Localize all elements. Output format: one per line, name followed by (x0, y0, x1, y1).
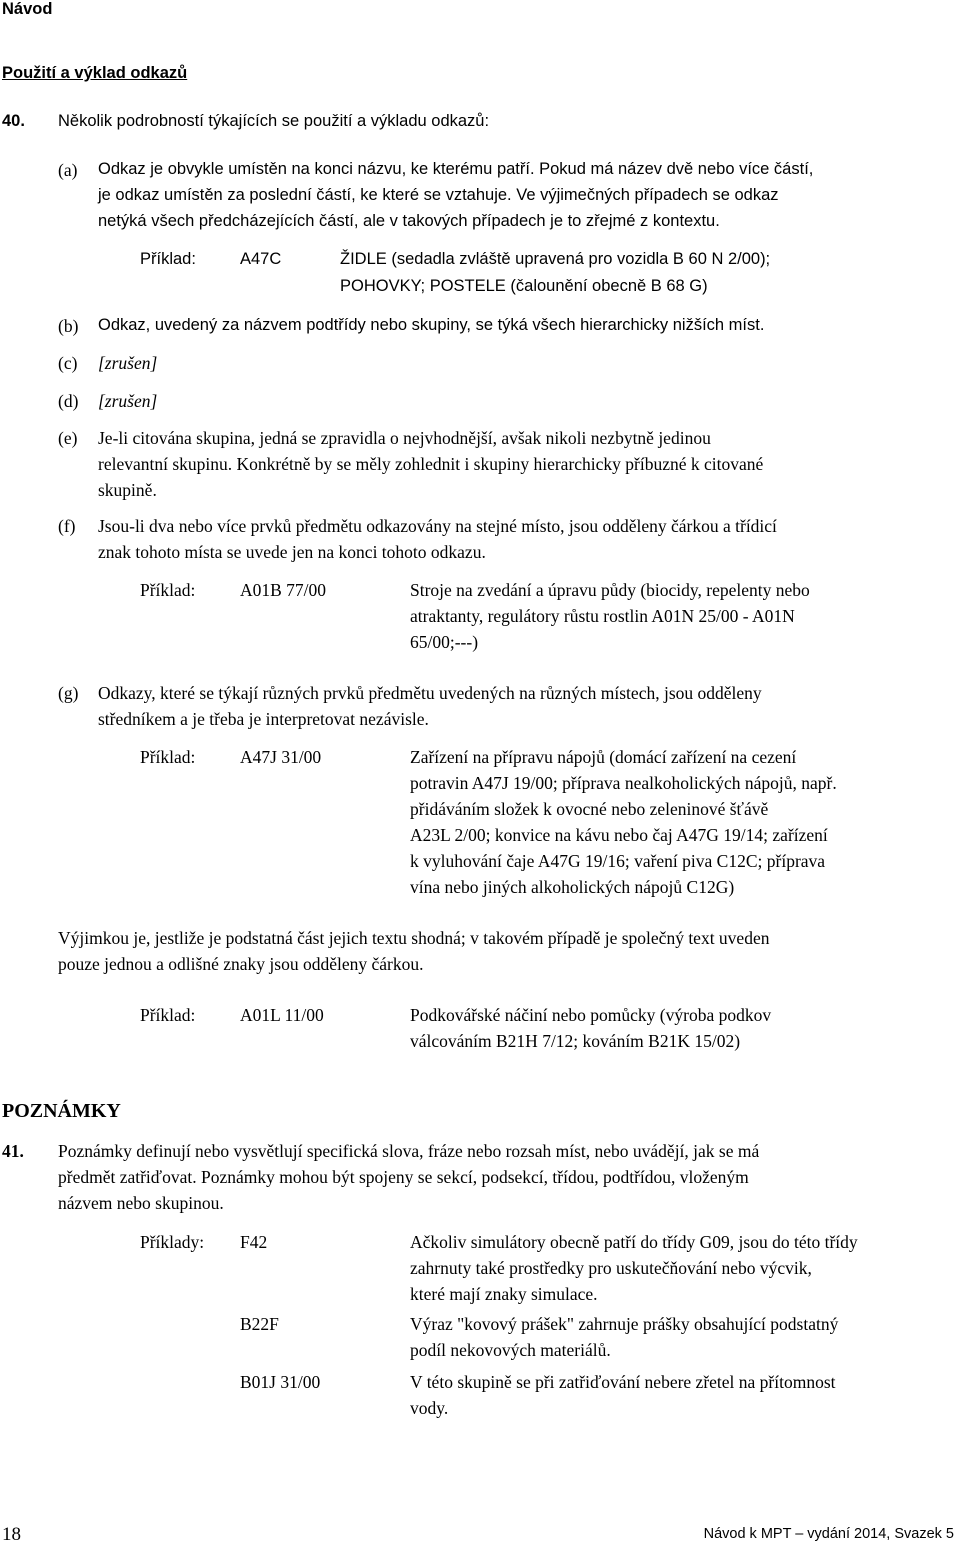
item-a-line: netýká všech předcházejících částí, ale v takových případech je to zřejmé z kontextu. (98, 212, 720, 230)
item-b-text: Odkaz, uvedený za názvem podtřídy nebo skupiny, se týká všech hierarchicky nižších míst. (98, 316, 765, 334)
paragraph-number: 40. (2, 112, 25, 130)
example-text: Ačkoliv simulátory obecně patří do třídy G09, jsou do této třídy (410, 1232, 858, 1252)
example-code: A01B 77/00 (240, 580, 327, 600)
example-label: Příklad: (140, 1005, 196, 1025)
item-label: (c) (58, 353, 78, 373)
notes-heading: POZNÁMKY (2, 1100, 121, 1122)
item-label: (a) (58, 160, 78, 180)
example-text: zahrnuty také prostředky pro uskutečňování nebo výcvik, (410, 1258, 812, 1278)
item-label: (f) (58, 516, 76, 536)
example-text: V této skupině se při zatřiďování nebere zřetel na přítomnost (410, 1372, 836, 1392)
item-label: (d) (58, 391, 79, 411)
item-label: (g) (58, 683, 79, 703)
item-e-line: relevantní skupinu. Konkrétně by se měly zohlednit i skupiny hierarchicky příbuzné k citované (98, 454, 764, 474)
item-e-line: skupině. (98, 480, 157, 500)
example-code: A01L 11/00 (240, 1005, 324, 1025)
item-label: (e) (58, 428, 78, 448)
item-g-line: středníkem a je třeba je interpretovat nezávisle. (98, 709, 429, 729)
example-text: podíl nekovových materiálů. (410, 1340, 611, 1360)
exception-line: pouze jednou a odlišné znaky jsou odděleny čárkou. (58, 954, 424, 974)
example-text: 65/00;---) (410, 632, 479, 652)
example-text: vína nebo jiných alkoholických nápojů C12G) (410, 877, 735, 897)
example-text: potravin A47J 19/00; příprava nealkoholických nápojů, např. (410, 773, 837, 793)
example-code: A47J 31/00 (240, 747, 322, 767)
example-text: válcováním B21H 7/12; kováním B21K 15/02) (410, 1031, 741, 1051)
example-label: Příklad: (140, 747, 196, 767)
example-text: Podkovářské náčiní nebo pomůcky (výroba podkov (410, 1005, 772, 1025)
example-text: atraktanty, regulátory růstu rostlin A01N 25/00 - A01N (410, 606, 795, 626)
item-label: (b) (58, 316, 79, 336)
example-text: POHOVKY; POSTELE (čalounění obecně B 68 G) (340, 277, 708, 295)
item-f-line: znak tohoto místa se uvede jen na konci tohoto odkazu. (98, 542, 486, 562)
example-text: přidáváním složek k ovocné nebo zeleninové šťávě (410, 799, 769, 819)
item-a-line: je odkaz umístěn za poslední částí, ke které se vztahuje. Ve výjimečných případech se odkaz (98, 186, 779, 204)
example-text: vody. (410, 1398, 449, 1418)
examples-label: Příklady: (140, 1232, 205, 1252)
example-text: A23L 2/00; konvice na kávu nebo čaj A47G 19/14; zařízení (410, 825, 828, 845)
example-text: které mají znaky simulace. (410, 1284, 598, 1304)
example-code: F42 (240, 1232, 268, 1252)
paragraph-title: Několik podrobností týkajících se použití a výkladu odkazů: (58, 112, 490, 130)
item-e-line: Je-li citována skupina, jedná se zpravidla o nejvhodnější, avšak nikoli nezbytně jedinou (98, 428, 711, 448)
item-c-text: [zrušen] (98, 353, 158, 373)
notes-line: názvem nebo skupinou. (58, 1193, 224, 1213)
footer-edition: Návod k MPT – vydání 2014, Svazek 5 (703, 1526, 954, 1542)
paragraph-number: 41. (2, 1141, 24, 1161)
item-g-line: Odkazy, které se týkají různých prvků předmětu uvedených na různých místech, jsou odděleny (98, 683, 762, 703)
example-text: Výraz "kovový prášek" zahrnuje prášky obsahující podstatný (410, 1314, 839, 1334)
example-code: A47C (240, 250, 282, 268)
example-text: Stroje na zvedání a úpravu půdy (biocidy, repelenty nebo (410, 580, 810, 600)
example-code: B22F (240, 1314, 279, 1334)
item-d-text: [zrušen] (98, 391, 158, 411)
example-label: Příklad: (140, 250, 196, 268)
example-text: k vyluhování čaje A47G 19/16; vaření piva C12C; příprava (410, 851, 826, 871)
section-heading: Použití a výklad odkazů (2, 64, 188, 82)
example-code: B01J 31/00 (240, 1372, 321, 1392)
document-title: Návod (2, 0, 53, 18)
item-a-line: Odkaz je obvykle umístěn na konci názvu, ke kterému patří. Pokud má název dvě nebo více částí, (98, 160, 814, 178)
example-text: ŽIDLE (sedadla zvláště upravená pro vozidla B 60 N 2/00); (340, 250, 771, 268)
exception-line: Výjimkou je, jestliže je podstatná část jejich textu shodná; v takovém případě je společný text uveden (58, 928, 770, 948)
notes-line: předmět zatřiďovat. Poznámky mohou být spojeny se sekcí, podsekcí, třídou, podtřídou, vloženým (58, 1167, 749, 1187)
item-f-line: Jsou-li dva nebo více prvků předmětu odkazovány na stejné místo, jsou odděleny čárkou a třídicí (98, 516, 777, 536)
notes-line: Poznámky definují nebo vysvětlují specifická slova, fráze nebo rozsah míst, nebo uvádějí, jak se má (58, 1141, 760, 1161)
page-number: 18 (2, 1524, 21, 1545)
example-text: Zařízení na přípravu nápojů (domácí zařízení na cezení (410, 747, 797, 767)
example-label: Příklad: (140, 580, 196, 600)
